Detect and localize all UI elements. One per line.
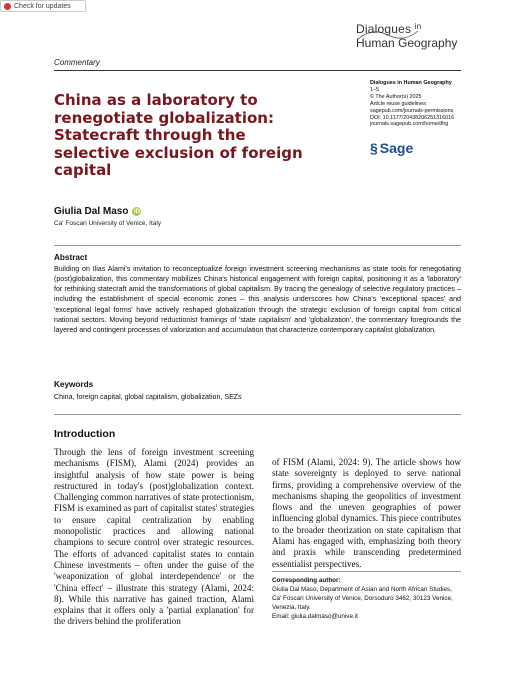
keywords-heading: Keywords	[54, 380, 94, 389]
author-affiliation: Ca' Foscari University of Venice, Italy	[54, 220, 162, 227]
abstract-divider	[54, 245, 461, 246]
meta-line: Article reuse guidelines:	[370, 100, 428, 107]
check-for-updates-label: Check for updates	[14, 2, 71, 10]
author-line	[54, 206, 141, 217]
orcid-icon[interactable]: iD	[133, 208, 140, 215]
meta-line: 1–5	[370, 86, 379, 93]
journal-logo	[356, 22, 472, 56]
logo-word-2: in	[414, 22, 422, 31]
introduction-heading: Introduction	[54, 428, 116, 440]
sage-s-icon: §	[370, 140, 378, 156]
publisher-name: Sage	[379, 140, 414, 156]
logo-word-3: Human Geography	[356, 36, 458, 50]
corresponding-email[interactable]: Email: giulia.dalmaso@unive.it	[272, 613, 358, 621]
body-column-1: Through the lens of foreign investment screening mechanisms (FISM), Alami (2024) provides an insightful analysis of how state power is being restructured in today's (post)globalization context. Challenging common narratives of state protectionism, FISM is examined as part of capitalist states' strategies to ensure capital centralization by enabling monopolistic practices and allowing national champions to secure control over strategic resources. The efforts of advanced capitalist states to contain Chinese investments – often under the guise of the 'weaponization of global interdependence' or the 'China effect' – illustrate this strategy (Alami, 2024: 8). While this narrative has gained traction, Alami explains that it offers only a 'partial explanation' for the drivers behind the proliferation	[54, 447, 255, 627]
meta-line: © The Author(s) 2025	[370, 93, 422, 100]
keywords-text: China, foreign capital, global capitalism, globalization, SEZs	[54, 393, 242, 401]
publisher-logo	[370, 140, 413, 156]
keywords-divider	[54, 414, 461, 415]
corresponding-heading: Corresponding author:	[272, 577, 341, 584]
article-metadata	[370, 80, 480, 128]
meta-link[interactable]: sagepub.com/journals-permissions	[370, 107, 454, 114]
article-title: China as a laboratory to renegotiate globalization: Statecraft through the selective exclusion of foreign capital	[54, 91, 303, 179]
abstract-heading: Abstract	[54, 253, 88, 262]
meta-doi[interactable]: DOI: 10.1177/20438206251316016	[370, 114, 455, 121]
meta-line: Dialogues in Human Geography	[370, 80, 452, 86]
corresponding-author	[272, 576, 461, 621]
update-icon	[4, 3, 11, 10]
logo-word-1: Dialogues	[356, 22, 412, 36]
check-for-updates-badge[interactable]	[0, 0, 86, 12]
corresponding-divider	[272, 571, 461, 572]
abstract-text: Building on Ilias Alami's invitation to reconceptualize foreign investment screening mechanisms as state tools for renegotiating (post)globalization, this commentary mobilizes China's historical engagement with foreign capital, positioning it as a 'laboratory' for rethinking statecraft amid the transformations of global capitalism. By tracing the genealogy of selective regulatory practices – including the establishment of special economic zones – this analysis underscores how China's 'exceptional spaces' and 'exceptional legal forms' have actively reshaped globalization through the strategic exclusion of foreign capital from critical national sectors. Moving beyond reductionist framings of 'state capitalism' and 'globalization', the commentary foregrounds the layered and contingent processes of valorization and accumulation that characterize contemporary capitalist globalization.	[54, 265, 461, 334]
corresponding-address: Giulia Dal Maso, Department of Asian and North African Studies, Ca' Foscari University of Venice, Dorsoduro 3462, 30123 Venice, Venezia, Italy.	[272, 586, 453, 612]
top-divider	[54, 70, 461, 71]
meta-link[interactable]: journals.sagepub.com/home/dhg	[370, 121, 449, 128]
section-label: Commentary	[54, 58, 100, 67]
body-column-2: of FISM (Alami, 2024: 9). The article shows how state sovereignty is deployed to serve national firms, providing a comprehensive overview of the mechanisms shaping the geopolitics of investment flows and the uneven geographies of power influencing global dynamics. This piece contributes to the broader theorization on state capitalism that Alami has engaged with, emphasizing both theory and praxis while transcending predetermined essentialist perspectives.	[272, 457, 461, 569]
author-name: Giulia Dal Maso	[54, 206, 129, 217]
